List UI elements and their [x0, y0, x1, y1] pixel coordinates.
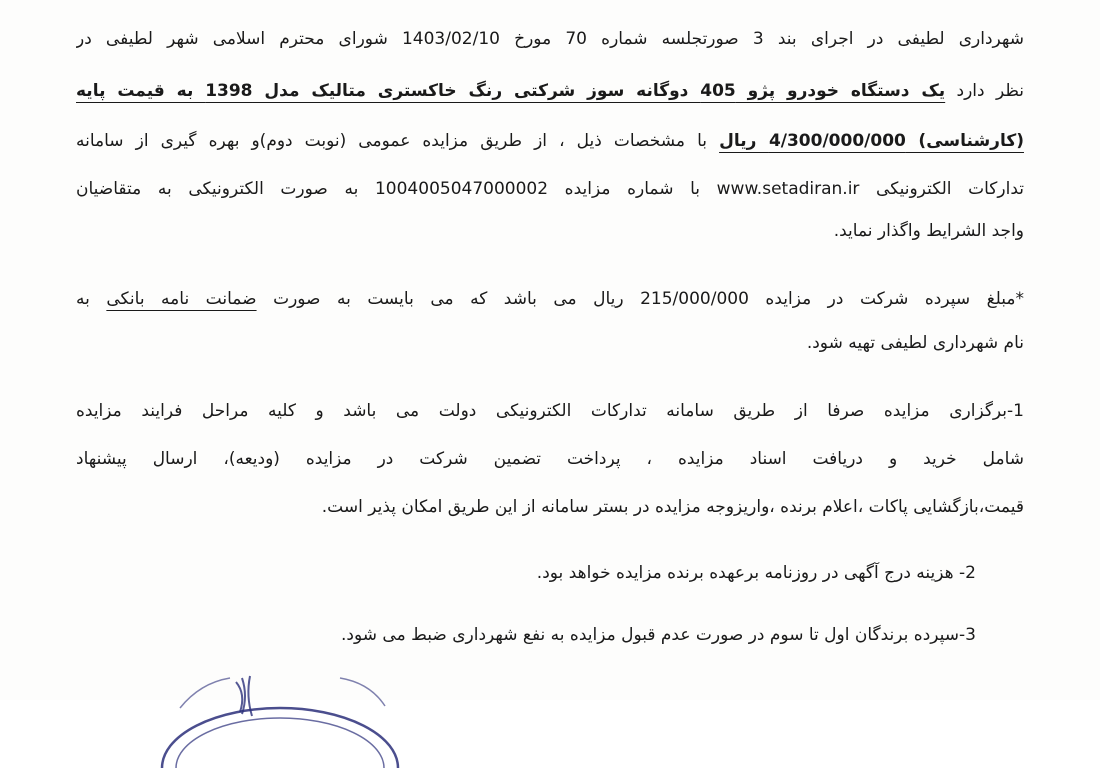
item-1-line-3	[76, 494, 1024, 520]
text: 3-سپرده برندگان اول تا سوم در صورت عدم قبول مزایده به نفع شهرداری ضبط می شود.	[341, 625, 976, 645]
text: واجد الشرایط واگذار نماید.	[833, 221, 1024, 241]
text: 2- هزینه درج آگهی در روزنامه برعهده برنده مزایده خواهد بود.	[536, 563, 976, 583]
iran-emblem-seal-icon	[150, 648, 410, 768]
text: تدارکات الکترونیکی www.setadiran.ir با شماره مزایده 1004005047000002 به صورت الکترونیکی به متقاضیان	[76, 179, 1024, 199]
item-3	[150, 622, 976, 648]
text: به	[76, 289, 90, 309]
vehicle-description: یک دستگاه خودرو پژو 405 دوگانه سوز شرکتی رنگ خاکستری متالیک مدل 1398 به قیمت پایه	[76, 81, 946, 101]
bank-guarantee: ضمانت نامه بانکی	[106, 289, 257, 309]
paragraph-2-line-2	[76, 330, 1024, 356]
paragraph-1-line-1	[76, 26, 1024, 52]
text: با مشخصات ذیل ، از طریق مزایده عمومی (نوبت دوم)و بهره گیری از سامانه	[76, 131, 707, 151]
paragraph-2-line-1	[76, 286, 1024, 312]
text: *مبلغ سپرده شرکت در مزایده 215/000/000 ریال می باشد که می بایست به صورت	[273, 289, 1024, 309]
text: نام شهرداری لطیفی تهیه شود.	[806, 333, 1024, 353]
text: شهرداری لطیفی در اجرای بند 3 صورتجلسه شماره 70 مورخ 1403/02/10 شورای محترم اسلامی شهر لطیفی در	[76, 29, 1024, 49]
base-price: (کارشناسی) 4/300/000/000 ریال	[719, 131, 1024, 151]
text: 1-برگزاری مزایده صرفا از طریق سامانه تدارکات الکترونیکی دولت می باشد و کلیه مراحل فرایند مزایده	[76, 401, 1024, 421]
text: شامل خرید و دریافت اسناد مزایده ، پرداخت تضمین شرکت در مزایده (ودیعه)، ارسال پیشنهاد	[76, 449, 1024, 469]
paragraph-1-line-3	[76, 128, 1024, 154]
item-2	[300, 560, 976, 586]
paragraph-1-line-5	[76, 218, 1024, 244]
text: قیمت،بازگشایی پاکات ،اعلام برنده ،واریزوجه مزایده در بستر سامانه از این طریق امکان پذیر است.	[321, 497, 1024, 517]
item-1-line-1	[76, 398, 1024, 424]
item-1-line-2	[76, 446, 1024, 472]
paragraph-1-line-2	[76, 78, 1024, 104]
text: نظر دارد	[956, 81, 1024, 101]
paragraph-1-line-4	[76, 176, 1024, 202]
